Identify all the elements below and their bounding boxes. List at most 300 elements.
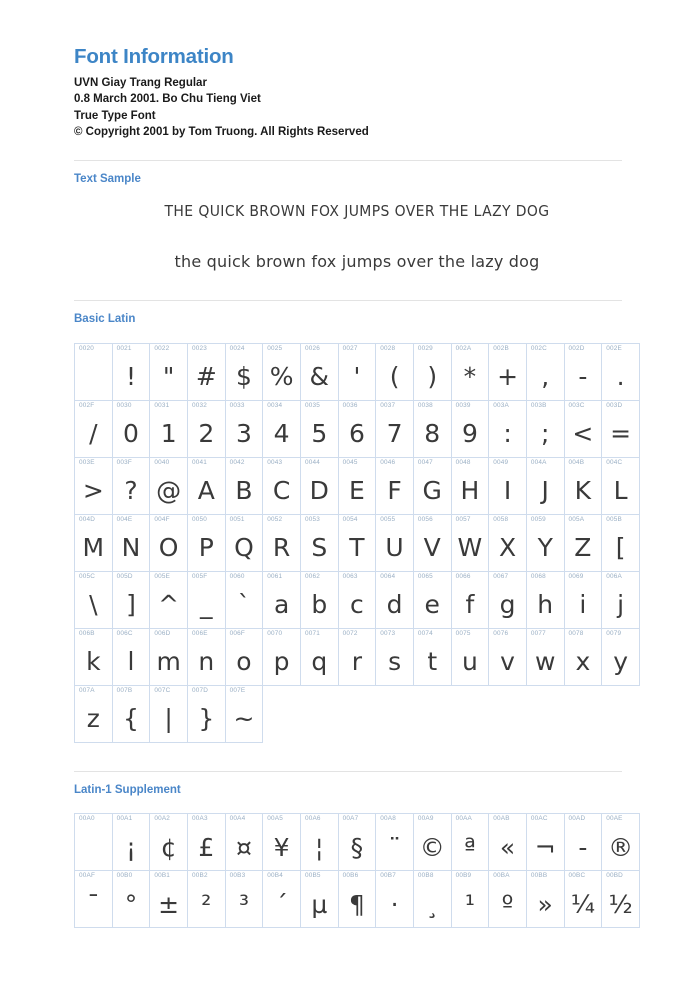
glyph-codepoint-label: 00B0 [116, 872, 133, 880]
glyph-codepoint-label: 0070 [267, 629, 283, 637]
glyph-codepoint-label: 007D [191, 686, 209, 694]
glyph-character: § [350, 832, 364, 862]
glyph-codepoint-label: 00AA [455, 815, 472, 823]
glyph-cell[interactable] [413, 628, 451, 685]
glyph-cell[interactable] [263, 400, 301, 457]
glyph-cell[interactable] [112, 571, 150, 628]
glyph-cell[interactable] [75, 814, 113, 871]
glyph-character: L [613, 476, 628, 506]
glyph-codepoint-label: 00AB [493, 815, 510, 823]
glyph-cell[interactable] [75, 514, 113, 571]
glyph-cell[interactable] [187, 571, 225, 628]
glyph-character: P [198, 533, 214, 563]
glyph-codepoint-label: 007C [154, 686, 171, 694]
glyph-codepoint-label: 0039 [455, 401, 471, 409]
glyph-codepoint-label: 00A0 [79, 815, 95, 823]
glyph-codepoint-label: 006E [191, 629, 208, 637]
glyph-character: ¸ [425, 889, 439, 919]
glyph-cell[interactable] [526, 571, 564, 628]
glyph-cell[interactable] [75, 343, 113, 400]
glyph-cell[interactable] [564, 514, 602, 571]
glyph-codepoint-label: 004F [154, 515, 170, 523]
glyph-cell[interactable] [338, 400, 376, 457]
glyph-cell[interactable] [150, 685, 188, 742]
glyph-cell[interactable] [489, 814, 527, 871]
glyph-character: 0 [123, 419, 139, 449]
glyph-cell[interactable] [225, 514, 263, 571]
glyph-codepoint-label: 0029 [417, 344, 433, 352]
glyph-character: - [578, 832, 588, 862]
glyph-cell[interactable] [564, 400, 602, 457]
glyph-character: b [311, 590, 328, 620]
glyph-cell[interactable] [376, 814, 414, 871]
glyph-character: ^ [158, 590, 180, 620]
glyph-cell[interactable] [413, 343, 451, 400]
glyph-cell[interactable] [338, 343, 376, 400]
glyph-character: [ [615, 533, 626, 563]
glyph-cell[interactable] [263, 514, 301, 571]
glyph-cell[interactable] [413, 400, 451, 457]
glyph-codepoint-label: 0028 [380, 344, 396, 352]
glyph-character: m [156, 647, 181, 677]
glyph-character: & [309, 362, 330, 392]
glyph-cell[interactable] [338, 457, 376, 514]
glyph-codepoint-label: 0026 [304, 344, 320, 352]
glyph-character: º [501, 889, 514, 919]
glyph-character: © [419, 832, 445, 862]
glyph-cell[interactable] [451, 514, 489, 571]
glyph-codepoint-label: 0038 [417, 401, 433, 409]
glyph-character: E [349, 476, 365, 506]
glyph-cell[interactable] [338, 514, 376, 571]
glyph-cell[interactable] [526, 343, 564, 400]
text-sample-lowercase: the quick brown fox jumps over the lazy dog [174, 252, 540, 272]
glyph-cell[interactable] [489, 628, 527, 685]
glyph-character: ¶ [348, 889, 365, 919]
glyph-cell[interactable] [451, 871, 489, 928]
glyph-codepoint-label: 0064 [380, 572, 396, 580]
glyph-cell[interactable] [75, 871, 113, 928]
glyph-cell[interactable] [413, 457, 451, 514]
glyph-cell[interactable] [338, 628, 376, 685]
glyph-character: , [541, 362, 550, 392]
glyph-row [75, 514, 640, 571]
glyph-character: » [537, 889, 553, 919]
glyph-codepoint-label: 0078 [568, 629, 584, 637]
glyph-character: o [236, 647, 252, 677]
glyph-character: H [460, 476, 480, 506]
glyph-codepoint-label: 005B [606, 515, 622, 523]
glyph-character: # [195, 362, 217, 392]
glyph-character: £ [198, 832, 215, 862]
glyph-cell[interactable] [263, 871, 301, 928]
glyph-character: ` [237, 590, 251, 620]
glyph-codepoint-label: 00B9 [455, 872, 472, 880]
glyph-character: a [273, 590, 290, 620]
glyph-character: y [613, 647, 628, 677]
glyph-cell[interactable] [150, 871, 188, 928]
glyph-character: ¢ [160, 832, 177, 862]
glyph-cell[interactable] [300, 514, 338, 571]
glyph-character: x [575, 647, 591, 677]
glyph-cell[interactable] [112, 400, 150, 457]
glyph-character: j [617, 590, 625, 620]
glyph-cell[interactable] [413, 571, 451, 628]
glyph-cell[interactable] [602, 571, 640, 628]
glyph-codepoint-label: 00B5 [304, 872, 321, 880]
glyph-cell[interactable] [489, 457, 527, 514]
glyph-character: ¤ [236, 832, 252, 862]
page-title: Font Information [74, 45, 234, 68]
glyph-character: l [127, 647, 135, 677]
glyph-codepoint-label: 005A [568, 515, 585, 523]
glyph-cell[interactable] [376, 457, 414, 514]
glyph-cell[interactable] [489, 400, 527, 457]
glyph-cell[interactable] [112, 814, 150, 871]
glyph-cell[interactable] [300, 457, 338, 514]
glyph-codepoint-label: 006A [606, 572, 622, 580]
glyph-cell[interactable] [300, 871, 338, 928]
glyph-character: ² [201, 889, 212, 919]
glyph-cell[interactable] [75, 685, 113, 742]
glyph-cell[interactable] [187, 343, 225, 400]
glyph-character: ] [126, 590, 136, 620]
glyph-codepoint-label: 0023 [191, 344, 207, 352]
glyph-character: ~ [233, 704, 255, 734]
glyph-codepoint-label: 00AF [79, 872, 96, 880]
glyph-codepoint-label: 0041 [191, 458, 207, 466]
glyph-character: } [198, 704, 215, 734]
glyph-codepoint-label: 0065 [417, 572, 433, 580]
glyph-row [75, 685, 640, 742]
glyph-codepoint-label: 0059 [530, 515, 546, 523]
glyph-codepoint-label: 00BB [530, 872, 548, 880]
glyph-cell[interactable] [263, 343, 301, 400]
glyph-cell[interactable] [263, 457, 301, 514]
glyph-cell[interactable] [187, 814, 225, 871]
glyph-character: ¥ [273, 832, 290, 862]
glyph-character: - [578, 362, 588, 392]
glyph-cell[interactable] [602, 814, 640, 871]
glyph-table-basic-latin [74, 343, 640, 743]
glyph-codepoint-label: 005F [191, 572, 208, 580]
glyph-cell[interactable] [602, 457, 640, 514]
glyph-cell[interactable] [225, 571, 263, 628]
glyph-character: 6 [348, 419, 365, 449]
glyph-codepoint-label: 004E [116, 515, 133, 523]
glyph-character: { [123, 704, 139, 734]
glyph-codepoint-label: 0020 [79, 344, 95, 352]
glyph-cell[interactable] [225, 814, 263, 871]
glyph-cell[interactable] [112, 685, 150, 742]
glyph-cell[interactable] [112, 343, 150, 400]
document-header [74, 46, 640, 141]
glyph-cell[interactable] [150, 343, 188, 400]
glyph-cell[interactable] [225, 685, 263, 742]
glyph-codepoint-label: 0045 [342, 458, 358, 466]
glyph-cell[interactable] [602, 514, 640, 571]
glyph-codepoint-label: 007E [229, 686, 246, 694]
glyph-row [75, 400, 640, 457]
glyph-row [75, 814, 640, 871]
glyph-character: e [424, 590, 440, 620]
glyph-cell[interactable] [489, 571, 527, 628]
glyph-codepoint-label: 004B [568, 458, 585, 466]
glyph-cell[interactable] [263, 814, 301, 871]
glyph-character: $ [236, 362, 252, 392]
glyph-cell[interactable] [225, 343, 263, 400]
glyph-character: u [461, 647, 478, 677]
glyph-row [75, 343, 640, 400]
glyph-codepoint-label: 006D [154, 629, 171, 637]
glyph-cell[interactable] [376, 400, 414, 457]
glyph-cell[interactable] [451, 814, 489, 871]
glyph-codepoint-label: 0032 [191, 401, 207, 409]
glyph-cell[interactable] [75, 628, 113, 685]
glyph-codepoint-label: 007B [116, 686, 133, 694]
glyph-cell[interactable] [451, 400, 489, 457]
glyph-codepoint-label: 0048 [455, 458, 471, 466]
glyph-row [75, 457, 640, 514]
glyph-character: X [498, 533, 517, 563]
glyph-character: « [499, 832, 516, 862]
glyph-character: · [390, 889, 399, 919]
glyph-codepoint-label: 002D [568, 344, 585, 352]
glyph-cell[interactable] [413, 871, 451, 928]
glyph-codepoint-label: 00BC [568, 872, 586, 880]
glyph-codepoint-label: 00A6 [304, 815, 321, 823]
glyph-cell[interactable] [225, 457, 263, 514]
glyph-character: ½ [608, 889, 633, 919]
glyph-codepoint-label: 00A3 [191, 815, 208, 823]
glyph-character: : [503, 419, 512, 449]
glyph-table-body-latin1-supplement [75, 814, 640, 928]
glyph-codepoint-label: 0079 [606, 629, 622, 637]
glyph-cell[interactable] [187, 400, 225, 457]
glyph-cell[interactable] [150, 628, 188, 685]
glyph-codepoint-label: 0047 [417, 458, 433, 466]
glyph-cell[interactable] [112, 457, 150, 514]
glyph-cell[interactable] [451, 343, 489, 400]
glyph-cell[interactable] [602, 871, 640, 928]
glyph-codepoint-label: 005D [116, 572, 133, 580]
glyph-character: k [86, 647, 101, 677]
glyph-cell[interactable] [75, 457, 113, 514]
glyph-codepoint-label: 002A [455, 344, 472, 352]
glyph-codepoint-label: 0069 [568, 572, 584, 580]
glyph-cell[interactable] [300, 400, 338, 457]
glyph-cell[interactable] [564, 457, 602, 514]
glyph-cell[interactable] [300, 628, 338, 685]
glyph-cell[interactable] [187, 628, 225, 685]
glyph-codepoint-label: 0046 [380, 458, 396, 466]
glyph-character: D [309, 476, 329, 506]
glyph-character: r [351, 647, 363, 677]
glyph-cell[interactable] [112, 628, 150, 685]
glyph-character: ¨ [388, 832, 401, 862]
glyph-cell[interactable] [376, 343, 414, 400]
glyph-cell[interactable] [225, 400, 263, 457]
glyph-codepoint-label: 00A5 [267, 815, 284, 823]
glyph-codepoint-label: 007A [79, 686, 95, 694]
glyph-codepoint-label: 005C [79, 572, 96, 580]
glyph-cell[interactable] [75, 571, 113, 628]
glyph-codepoint-label: 0043 [267, 458, 283, 466]
glyph-codepoint-label: 0072 [342, 629, 358, 637]
glyph-character: ³ [238, 889, 249, 919]
glyph-codepoint-label: 0024 [229, 344, 245, 352]
glyph-character: ( [389, 362, 400, 392]
text-sample-uppercase: THE QUICK BROWN FOX JUMPS OVER THE LAZY DOG [164, 202, 550, 221]
glyph-cell[interactable] [75, 400, 113, 457]
glyph-cell[interactable] [150, 400, 188, 457]
glyph-character: 2 [198, 419, 215, 449]
glyph-cell[interactable] [263, 628, 301, 685]
glyph-codepoint-label: 004C [606, 458, 623, 466]
glyph-cell[interactable] [526, 514, 564, 571]
glyph-cell[interactable] [564, 628, 602, 685]
glyph-cell[interactable] [526, 400, 564, 457]
glyph-cell[interactable] [602, 343, 640, 400]
glyph-character: Y [537, 533, 553, 563]
glyph-codepoint-label: 0050 [191, 515, 207, 523]
glyph-codepoint-label: 003A [493, 401, 509, 409]
glyph-cell[interactable] [376, 628, 414, 685]
glyph-row [75, 571, 640, 628]
glyph-codepoint-label: 0071 [304, 629, 320, 637]
glyph-cell[interactable] [602, 628, 640, 685]
glyph-cell[interactable] [150, 571, 188, 628]
glyph-codepoint-label: 0057 [455, 515, 471, 523]
glyph-cell[interactable] [187, 685, 225, 742]
glyph-codepoint-label: 0063 [342, 572, 358, 580]
glyph-cell[interactable] [187, 457, 225, 514]
glyph-codepoint-label: 0077 [530, 629, 546, 637]
glyph-cell[interactable] [564, 343, 602, 400]
font-family-name: UVN Giay Trang Regular [74, 76, 207, 89]
glyph-cell[interactable] [150, 514, 188, 571]
glyph-cell[interactable] [526, 628, 564, 685]
glyph-cell[interactable] [564, 871, 602, 928]
glyph-character: v [500, 647, 515, 677]
glyph-cell[interactable] [338, 871, 376, 928]
glyph-codepoint-label: 00B6 [342, 872, 359, 880]
glyph-cell[interactable] [150, 457, 188, 514]
glyph-character: ¬ [534, 832, 556, 862]
glyph-cell[interactable] [300, 814, 338, 871]
font-version-line: 0.8 March 2001. Bo Chu Tieng Viet [74, 93, 261, 106]
glyph-codepoint-label: 006C [116, 629, 133, 637]
glyph-character: ¡ [125, 832, 136, 862]
glyph-codepoint-label: 0060 [229, 572, 245, 580]
glyph-codepoint-label: 003C [568, 401, 585, 409]
glyph-character: 8 [424, 419, 441, 449]
glyph-codepoint-label: 00B7 [380, 872, 396, 880]
glyph-cell[interactable] [300, 571, 338, 628]
glyph-cell[interactable] [451, 628, 489, 685]
glyph-table-body-basic-latin [75, 343, 640, 742]
glyph-character: w [534, 647, 556, 677]
glyph-cell[interactable] [225, 871, 263, 928]
glyph-codepoint-label: 003F [116, 458, 133, 466]
glyph-codepoint-label: 002C [530, 344, 547, 352]
glyph-character: t [427, 647, 438, 677]
glyph-cell[interactable] [413, 514, 451, 571]
glyph-cell[interactable] [413, 814, 451, 871]
glyph-character: G [422, 476, 442, 506]
glyph-codepoint-label: 0044 [304, 458, 320, 466]
glyph-codepoint-label: 0036 [342, 401, 358, 409]
glyph-cell[interactable] [376, 871, 414, 928]
glyph-cell[interactable] [338, 814, 376, 871]
glyph-character: 9 [461, 419, 478, 449]
glyph-character [75, 827, 112, 867]
glyph-character: c [350, 590, 364, 620]
glyph-cell[interactable] [489, 514, 527, 571]
glyph-codepoint-label: 0053 [304, 515, 320, 523]
glyph-cell[interactable] [451, 571, 489, 628]
glyph-codepoint-label: 0068 [530, 572, 546, 580]
glyph-character: T [349, 533, 365, 563]
glyph-cell[interactable] [489, 343, 527, 400]
glyph-codepoint-label: 0051 [229, 515, 245, 523]
glyph-cell[interactable] [112, 514, 150, 571]
glyph-codepoint-label: 0049 [493, 458, 509, 466]
glyph-cell[interactable] [526, 457, 564, 514]
glyph-cell[interactable] [376, 571, 414, 628]
glyph-character: R [272, 533, 291, 563]
glyph-codepoint-label: 0042 [229, 458, 245, 466]
glyph-codepoint-label: 00B4 [267, 872, 284, 880]
glyph-codepoint-label: 0022 [154, 344, 170, 352]
glyph-cell[interactable] [112, 871, 150, 928]
glyph-codepoint-label: 006F [229, 629, 245, 637]
glyph-codepoint-label: 002E [606, 344, 622, 352]
glyph-codepoint-label: 0074 [417, 629, 433, 637]
glyph-character: ¯ [87, 889, 100, 919]
glyph-character: ) [427, 362, 438, 392]
glyph-codepoint-label: 00A9 [417, 815, 434, 823]
glyph-character: Z [574, 533, 592, 563]
glyph-codepoint-label: 0056 [417, 515, 433, 523]
glyph-codepoint-label: 004D [79, 515, 96, 523]
glyph-codepoint-label: 003B [530, 401, 547, 409]
glyph-codepoint-label: 00A1 [116, 815, 133, 823]
glyph-character: _ [200, 590, 213, 620]
glyph-cell[interactable] [564, 571, 602, 628]
glyph-cell[interactable] [564, 814, 602, 871]
glyph-cell[interactable] [338, 571, 376, 628]
glyph-cell[interactable] [376, 514, 414, 571]
glyph-cell[interactable] [602, 400, 640, 457]
glyph-codepoint-label: 0075 [455, 629, 471, 637]
glyph-cell[interactable] [187, 514, 225, 571]
glyph-cell[interactable] [526, 871, 564, 928]
glyph-cell[interactable] [150, 814, 188, 871]
glyph-cell[interactable] [300, 343, 338, 400]
glyph-table-latin1-supplement [74, 813, 640, 928]
glyph-cell[interactable] [187, 871, 225, 928]
glyph-character: ¼ [570, 889, 595, 919]
glyph-cell[interactable] [489, 871, 527, 928]
glyph-character: ' [353, 362, 361, 392]
glyph-character: ± [158, 889, 180, 919]
glyph-cell[interactable] [526, 814, 564, 871]
glyph-cell[interactable] [263, 571, 301, 628]
glyph-cell[interactable] [451, 457, 489, 514]
glyph-codepoint-label: 00AE [606, 815, 623, 823]
glyph-cell[interactable] [225, 628, 263, 685]
